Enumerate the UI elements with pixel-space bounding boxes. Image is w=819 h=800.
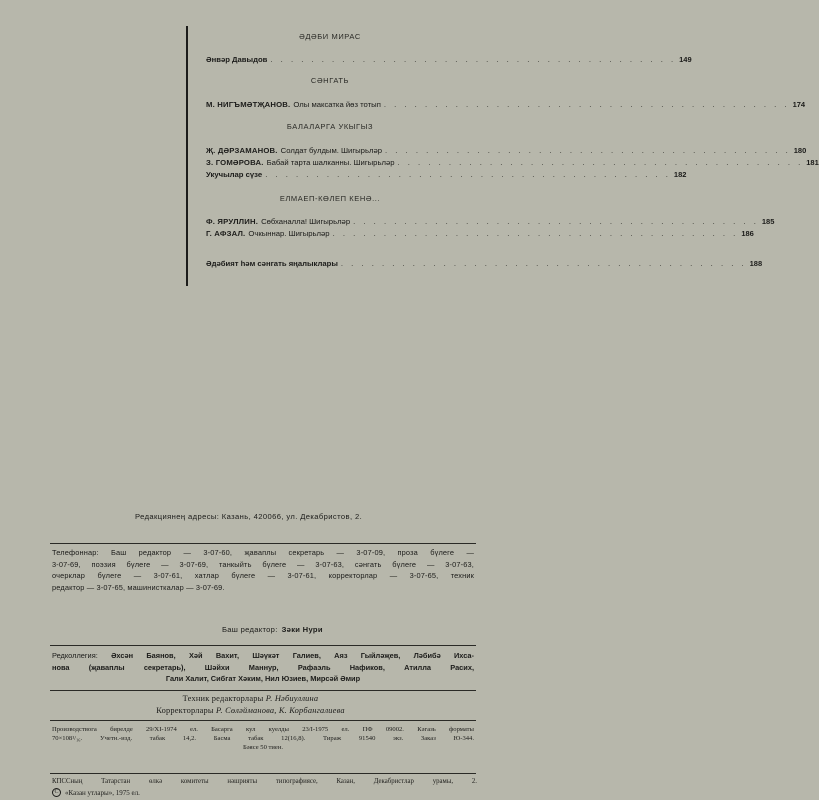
publisher-line: КПССның Татарстан өлкә комитеты нәшрияты типографиясе, Казан, Декабристлар урамы, 2. bbox=[52, 778, 477, 785]
toc-entry bbox=[206, 229, 754, 238]
divider-middle bbox=[50, 645, 476, 646]
toc-entry-title: Сөбханалла! Шигырьләр bbox=[261, 217, 351, 226]
toc-leader-dots: . . . . . . . . . . . . . . . . . . . . . . . . . . . . . . . . . . . . . . . . bbox=[383, 100, 790, 109]
toc-entry-title: Олы максатка йөз тотып bbox=[293, 100, 381, 109]
toc-entry bbox=[206, 217, 775, 226]
toc-entry-page: 186 bbox=[741, 229, 754, 238]
table-of-contents bbox=[186, 26, 819, 286]
divider-bottom bbox=[50, 690, 476, 691]
editorial-address: Редакциянең адресы: Казань, 420066, ул. Декабристов, 2. bbox=[135, 512, 363, 521]
toc-section-heading: ӘДӘБИ МИРАС bbox=[299, 32, 361, 41]
chief-editor-label: Баш редактор: bbox=[222, 625, 278, 634]
toc-entry-page: 181 bbox=[806, 158, 819, 167]
phone-line: редактор — 3-07-65, машинисткалар — 3-07-69. bbox=[52, 582, 225, 592]
copyright-icon: C bbox=[52, 788, 61, 797]
copyright-text: «Казан утлары», 1975 ел. bbox=[65, 788, 140, 797]
toc-entry-author: З. ГОМӘРОВА. bbox=[206, 158, 264, 167]
toc-entry-author: Ф. ЯРУЛЛИН. bbox=[206, 217, 259, 226]
toc-entry bbox=[206, 146, 807, 155]
technical-editors-label: Техник редакторлары bbox=[182, 694, 264, 703]
toc-leader-dots: . . . . . . . . . . . . . . . . . . . . . . . . . . . . . . . . . . . . . . . . bbox=[340, 259, 747, 268]
toc-entry-author: Җ. ДӘРЗАМАНОВ. bbox=[206, 146, 278, 155]
toc-entry-page: 185 bbox=[761, 217, 775, 226]
toc-entry bbox=[206, 259, 763, 268]
toc-entry-title: Укучылар сүзе bbox=[206, 170, 263, 179]
proofreaders-names: Р. Сөләйманова, К. Корбангалиева bbox=[216, 706, 345, 715]
board-line: нова (җаваплы секретарь), Шәйхи Маннур, Рафаэль Нафиков, Атилла Расих, bbox=[52, 662, 474, 672]
board-line: Гали Халит, Сибгат Хәким, Нил Юзиев, Мирсәй Әмир bbox=[165, 674, 361, 684]
divider-publisher bbox=[50, 773, 476, 774]
toc-entry-title: Очкыннар. Шигырьләр bbox=[248, 229, 330, 238]
chief-editor bbox=[222, 625, 323, 634]
imprint-line: Бәясе 50 тиен. bbox=[242, 744, 284, 751]
toc-leader-dots: . . . . . . . . . . . . . . . . . . . . . . . . . . . . . . . . . . . . . . . . bbox=[265, 170, 671, 179]
divider-top bbox=[50, 543, 476, 544]
board-line: Әхсән Баянов, Хәй Вахит, Шәүкәт Галиев, Аяз Гыйләҗев, Ләбибә Ихса- bbox=[111, 651, 474, 660]
toc-entry bbox=[206, 100, 806, 109]
imprint-line: Производствога бирелде 29/XI-1974 ел. Басарга кул куелды 23/I-1975 ел. ПФ 09002. Кәгазь форматы bbox=[52, 726, 474, 733]
toc-entry-author: М. НИГЪМӘТҖАНОВ. bbox=[206, 100, 291, 109]
phone-line: Телефоннар: Баш редактор — 3-07-60, җаваплы секретарь — 3-07-09, проза бүлеге — bbox=[52, 548, 474, 557]
toc-leader-dots: . . . . . . . . . . . . . . . . . . . . . . . . . . . . . . . . . . . . . . . . bbox=[397, 158, 804, 167]
toc-entry bbox=[206, 55, 692, 64]
toc-section-heading: СӘНГАТЬ bbox=[310, 76, 350, 85]
toc-entry bbox=[206, 170, 687, 179]
toc-entry-title: Әнвәр Давыдов bbox=[206, 55, 268, 64]
print-imprint bbox=[52, 725, 474, 752]
phone-numbers bbox=[52, 547, 474, 593]
toc-entry-title: Солдат булдым. Шигырьләр bbox=[280, 146, 382, 155]
divider-imprint bbox=[50, 720, 476, 721]
toc-leader-dots: . . . . . . . . . . . . . . . . . . . . . . . . . . . . . . . . . . . . . . . . bbox=[353, 217, 759, 226]
editorial-board bbox=[52, 650, 474, 685]
editorial-board-label: Редколлегия: bbox=[52, 651, 98, 660]
toc-leader-dots: . . . . . . . . . . . . . . . . . . . . . . . . . . . . . . . . . . . . . . . . bbox=[332, 229, 739, 238]
phone-line: 3-07-69, поэзия бүлеге — 3-07-69, танкыйть бүлеге — 3-07-63, сәнгать бүлеге — 3-07-63, bbox=[52, 559, 474, 569]
toc-section-heading: ЕЛМАЕП-КӨЛЕП КЕНӘ... bbox=[279, 194, 381, 203]
toc-entry-page: 188 bbox=[749, 259, 763, 268]
toc-entry-title: Бабай тарта шалканны. Шигырьләр bbox=[266, 158, 395, 167]
phone-line: очерклар бүлеге — 3-07-61, хатлар бүлеге — 3-07-61, корректорлар — 3-07-65, техник bbox=[52, 571, 474, 581]
toc-entry-page: 174 bbox=[792, 100, 806, 109]
toc-entry-page: 180 bbox=[793, 146, 807, 155]
toc-leader-dots: . . . . . . . . . . . . . . . . . . . . . . . . . . . . . . . . . . . . . . . . bbox=[270, 55, 677, 64]
proofreaders bbox=[0, 706, 501, 715]
technical-editors-name: Р. Нәбиуллина bbox=[265, 694, 319, 703]
toc-entry-page: 149 bbox=[679, 55, 692, 64]
imprint-line: 70×108¹/₁₆. Учетн.-изд. табак 14,2. Басма табак 12(16,8). Тираж 91540 экз. Заказ Ю-344. bbox=[52, 735, 474, 742]
copyright bbox=[52, 788, 140, 797]
toc-entry bbox=[206, 158, 819, 167]
toc-entry-author: Г. АФЗАЛ. bbox=[206, 229, 246, 238]
toc-section-heading: БАЛАЛАРГА УКЫГЫЗ bbox=[286, 122, 374, 131]
proofreaders-label: Корректорлары bbox=[156, 706, 214, 715]
toc-entry-page: 182 bbox=[673, 170, 687, 179]
toc-leader-dots: . . . . . . . . . . . . . . . . . . . . . . . . . . . . . . . . . . . . . . . . bbox=[385, 146, 791, 155]
toc-entry-title: Әдәбият һәм сәнгать яңалыклары bbox=[206, 259, 338, 268]
chief-editor-name: Зәки Нури bbox=[281, 625, 323, 634]
technical-editors bbox=[0, 694, 501, 703]
